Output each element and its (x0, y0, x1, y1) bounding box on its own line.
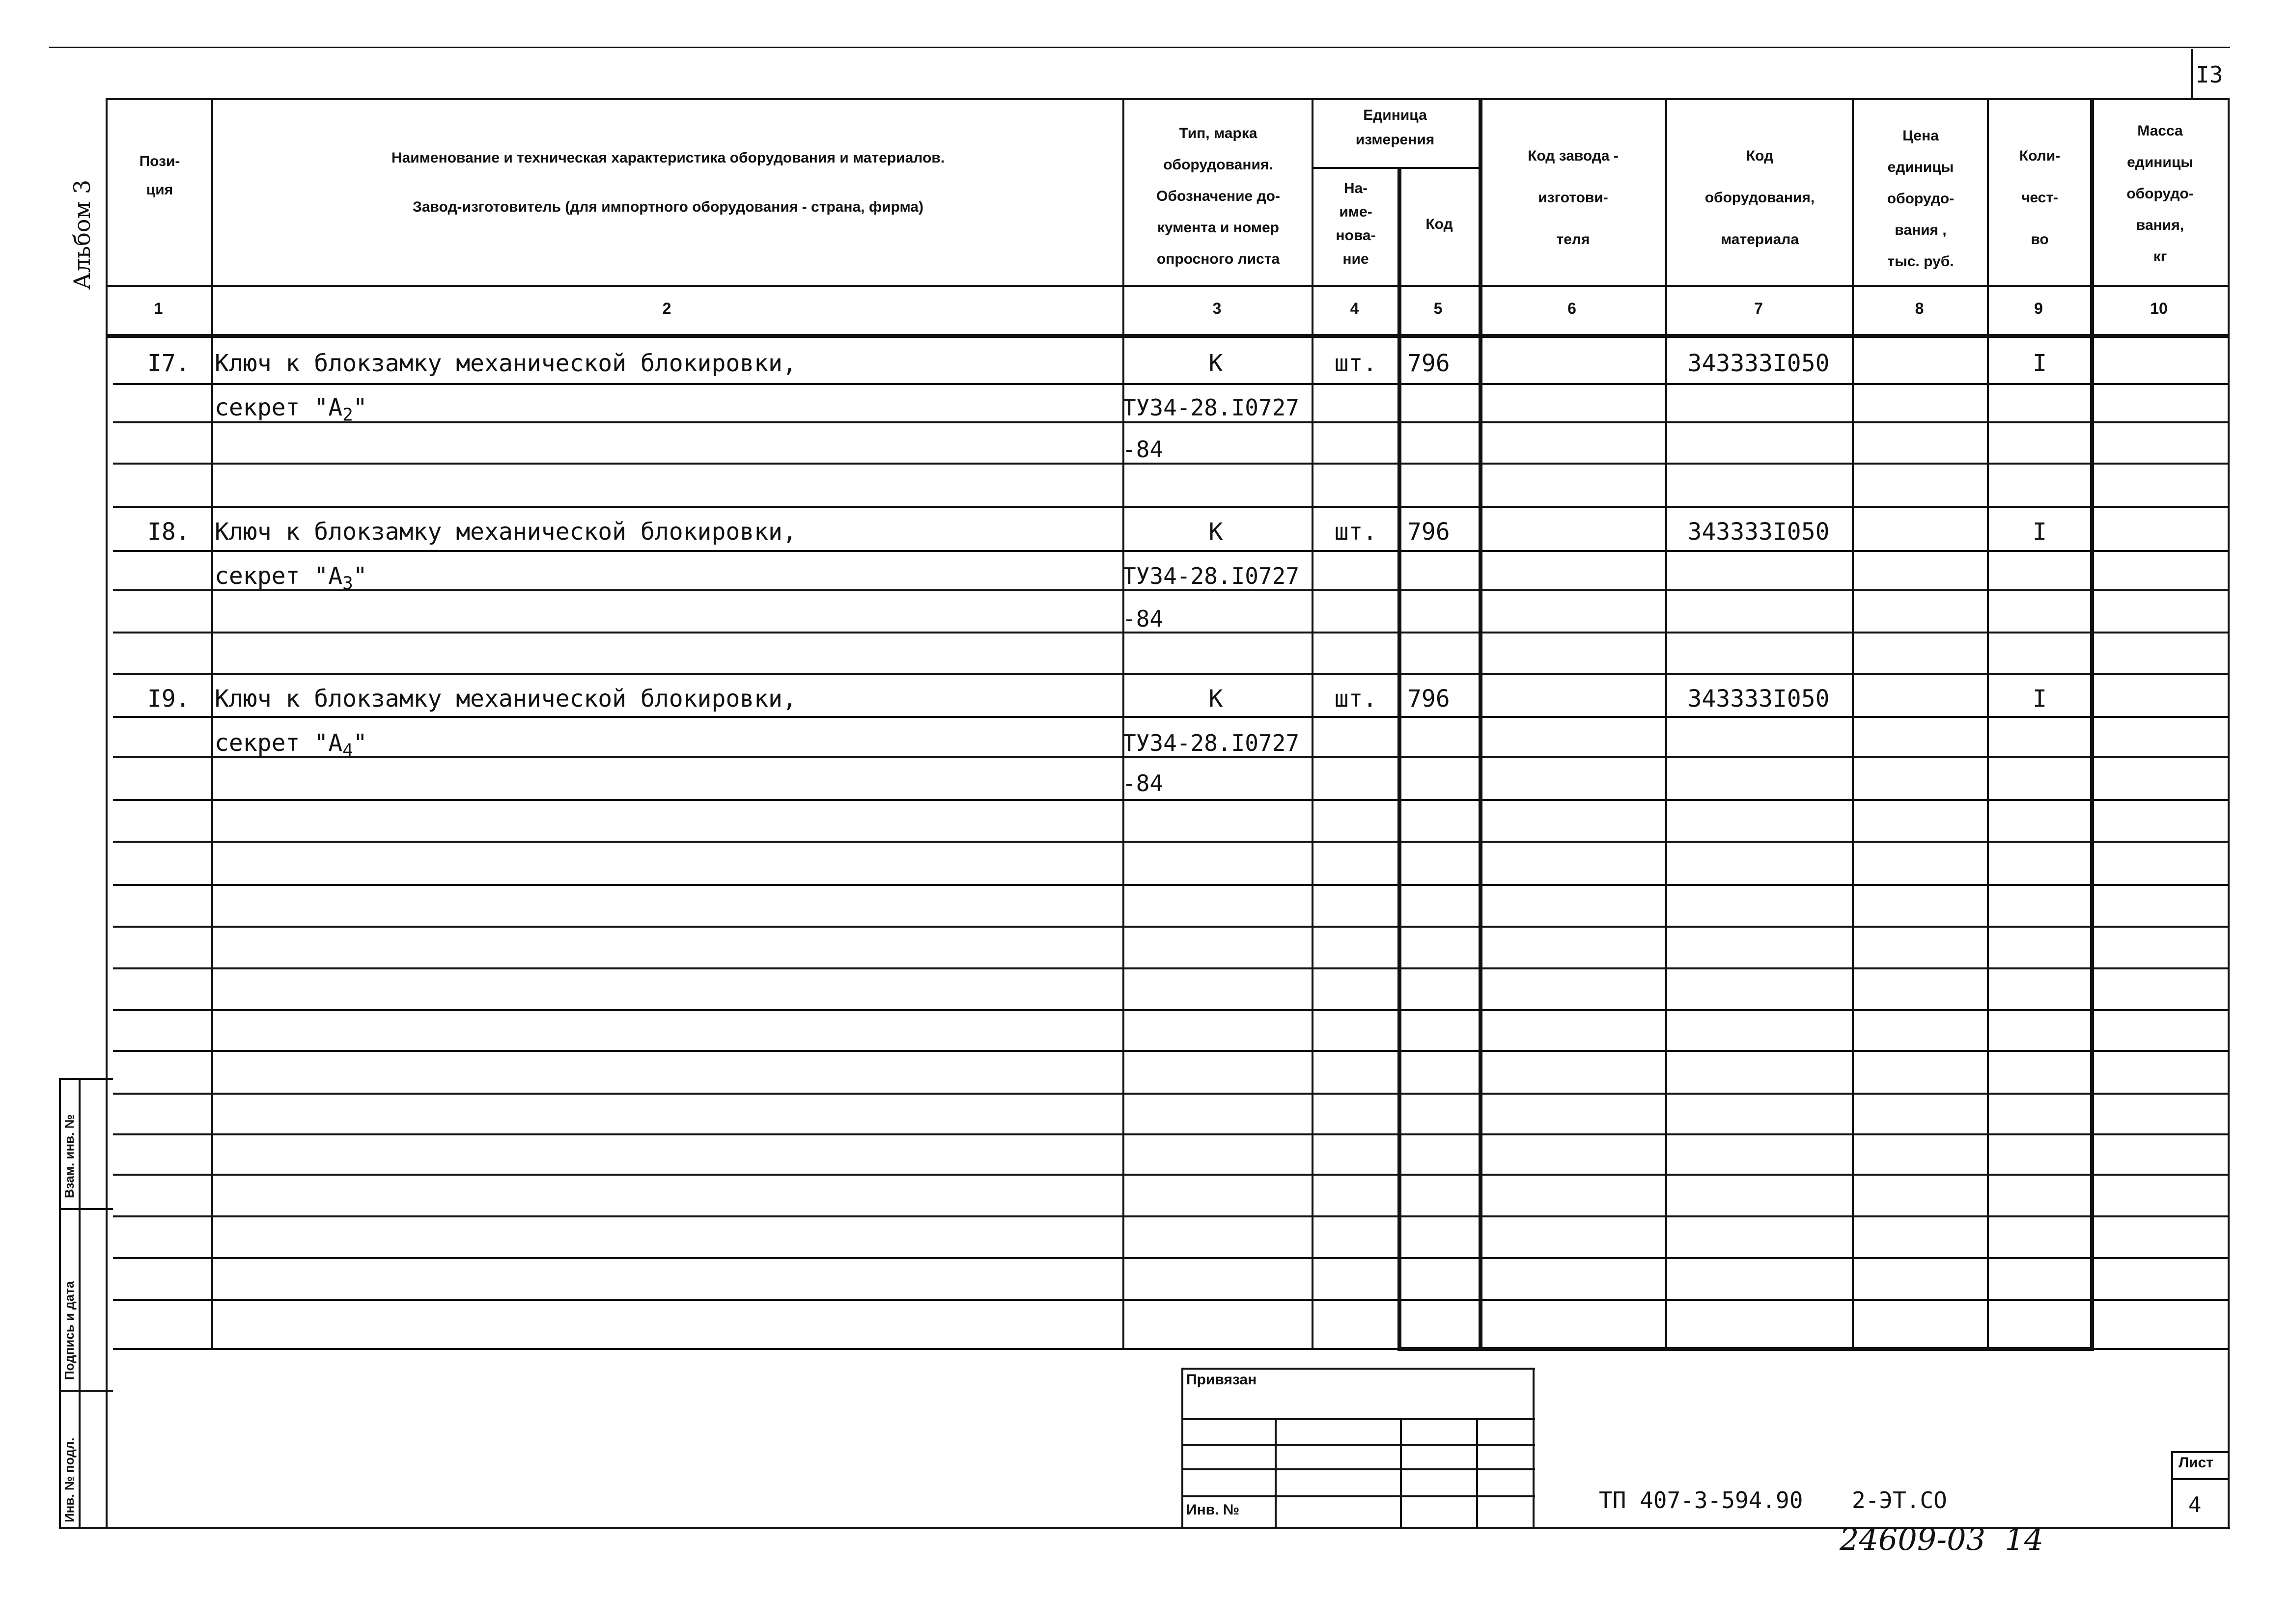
header-factory-code-l2: изготови- (1538, 190, 1608, 206)
row-rule-line (113, 1257, 2228, 1259)
col-number-9: 9 (2034, 300, 2043, 317)
side-strip-line-3 (59, 1390, 113, 1392)
col-number-4: 4 (1350, 300, 1359, 317)
row-secret-prefix: секрет "А (215, 394, 343, 421)
row-unit-code: 796 (1407, 518, 1450, 546)
header-name-line1: Наименование и техническая характеристика оборудования и материалов. (391, 150, 945, 166)
row-doc-line2: -84 (1122, 436, 1164, 463)
side-label-vzam: Взам. инв. № (62, 1114, 77, 1198)
row-secret-prefix: секрет "А (215, 562, 343, 590)
list-box-mid (2171, 1478, 2228, 1480)
row-unit: шт. (1334, 685, 1377, 713)
row-doc-line1: ТУ34-28.I0727 (1122, 394, 1300, 421)
header-mass-l3: оборудо- (2126, 186, 2194, 202)
header-name-line2: Завод-изготовитель (для импортного оборудования - страна, фирма) (413, 199, 923, 215)
sheet-number-top: I3 (2196, 61, 2223, 88)
row-rule-line (113, 1093, 2228, 1095)
row-position: I9. (147, 685, 190, 713)
side-strip-line-2 (59, 1208, 113, 1210)
header-quantity-l2: чест- (2021, 190, 2059, 206)
row-unit-code: 796 (1407, 350, 1450, 377)
top-thin-line (49, 47, 2230, 48)
numbers-row-bottom (106, 334, 2228, 338)
handwritten-number: 24609-03 14 (1840, 1521, 2044, 1557)
col-number-7: 7 (1754, 300, 1763, 317)
list-label: Лист (2179, 1455, 2213, 1471)
header-unit-l1: Единица (1363, 107, 1427, 123)
row-unit-code: 796 (1407, 685, 1450, 713)
row-secret-suffix: " (353, 562, 367, 590)
table-bottom-line (113, 1348, 2228, 1350)
row-secret-suffix: " (353, 729, 367, 757)
privyazan-row-2 (1181, 1444, 1535, 1446)
row-type: К (1208, 350, 1223, 377)
header-unit-l2: измерения (1355, 132, 1435, 148)
row-equipment-code: 343333I050 (1687, 350, 1830, 377)
row-rule-line (113, 1215, 2228, 1217)
privyazan-left (1181, 1368, 1183, 1527)
col-number-8: 8 (1915, 300, 1924, 317)
col-number-2: 2 (662, 300, 671, 317)
privyazan-top (1181, 1368, 1535, 1370)
row-equipment-code: 343333I050 (1687, 685, 1830, 713)
row-rule-line (113, 716, 2228, 718)
col-number-1: 1 (154, 300, 163, 317)
header-unit-code: Код (1425, 216, 1453, 232)
header-position-l2: ция (146, 182, 173, 198)
header-equipment-code-l1: Код (1746, 148, 1774, 164)
sheet-box-left (2191, 49, 2193, 98)
header-equipment-code (1668, 135, 1852, 260)
row-rule-line (113, 884, 2228, 886)
row-rule-line (113, 1299, 2228, 1301)
header-quantity (1989, 135, 2090, 260)
header-price (1854, 120, 1987, 277)
row-rule-line (113, 673, 2228, 675)
document-code: ТП 407-3-594.90 (1599, 1487, 1803, 1514)
row-doc-line1: ТУ34-28.I0727 (1122, 563, 1300, 589)
header-mass (2095, 115, 2225, 273)
unit-split-line (1312, 167, 1479, 169)
header-type-l5: опросного листа (1156, 251, 1280, 267)
header-type-l3: Обозначение до- (1156, 188, 1280, 204)
side-strip-left (59, 1078, 61, 1527)
row-quantity: I (2033, 350, 2047, 377)
row-rule-line (113, 799, 2228, 801)
side-strip-right (79, 1078, 81, 1527)
header-mass-l5: кг (2153, 248, 2167, 265)
col-number-6: 6 (1567, 300, 1576, 317)
privyazan-row-4 (1181, 1495, 1535, 1497)
col-number-5: 5 (1433, 300, 1443, 317)
header-mass-l4: вания, (2136, 217, 2184, 233)
side-strip-line-1 (59, 1078, 113, 1080)
row-rule-line (113, 926, 2228, 928)
header-price-l3: оборудо- (1887, 191, 1955, 207)
row-rule-line (113, 1133, 2228, 1135)
row-rule-line (113, 550, 2228, 552)
row-position: I7. (147, 350, 190, 377)
row-type: К (1208, 518, 1223, 546)
row-quantity: I (2033, 518, 2047, 546)
row-position: I8. (147, 518, 190, 546)
header-position (111, 147, 209, 204)
header-unit-name-l1: На- (1343, 180, 1368, 196)
header-factory-code-l1: Код завода - (1528, 148, 1619, 164)
header-mass-l1: Масса (2137, 123, 2183, 139)
row-rule-line (113, 967, 2228, 969)
header-price-l2: единицы (1887, 159, 1954, 175)
privyazan-col-2 (1400, 1418, 1402, 1527)
header-quantity-l3: во (2031, 231, 2049, 248)
header-mass-l2: единицы (2127, 154, 2193, 170)
privyazan-row-1 (1181, 1418, 1535, 1420)
row-doc-line2: -84 (1122, 606, 1164, 632)
header-equipment-code-l3: материала (1720, 231, 1799, 248)
row-unit: шт. (1334, 518, 1377, 546)
list-number: 4 (2188, 1492, 2202, 1517)
header-price-l4: вания , (1895, 222, 1947, 238)
privyazan-right (1533, 1368, 1535, 1527)
row-rule-line (113, 1174, 2228, 1176)
row-name: Ключ к блокзамку механической блокировки, (215, 685, 797, 713)
header-factory-code-l3: теля (1556, 231, 1590, 248)
row-unit: шт. (1334, 350, 1377, 377)
header-unit-name-l3: нова- (1336, 227, 1376, 244)
header-bottom-line (106, 285, 2228, 287)
header-unit-name (1314, 177, 1397, 271)
header-price-l1: Цена (1902, 128, 1939, 144)
row-rule-line (113, 1050, 2228, 1052)
row-rule-line (113, 1009, 2228, 1011)
header-factory-code (1481, 135, 1665, 260)
col-number-3: 3 (1212, 300, 1222, 317)
side-label-inv: Инв. № подл. (62, 1437, 77, 1522)
header-unit-name-l4: ние (1342, 251, 1369, 267)
frame-right-border (2228, 98, 2230, 1527)
privyazan-row-3 (1181, 1468, 1535, 1470)
header-price-l5: тыс. руб. (1887, 253, 1954, 270)
header-type-l2: оборудования. (1163, 157, 1273, 173)
header-type (1125, 118, 1312, 275)
col-number-10: 10 (2150, 300, 2168, 317)
row-rule-line (113, 841, 2228, 843)
document-suffix: 2-ЭТ.СО (1852, 1487, 1947, 1514)
row-quantity: I (2033, 685, 2047, 713)
inv-no-label: Инв. № (1186, 1502, 1240, 1518)
row-rule-line (113, 632, 2228, 633)
header-unit-name-l2: име- (1339, 204, 1372, 220)
header-equipment-code-l2: оборудования, (1704, 190, 1815, 206)
row-secret-sub: 2 (342, 405, 353, 425)
row-rule-line (113, 383, 2228, 385)
row-rule-line (113, 506, 2228, 508)
table-top-border (106, 98, 2228, 100)
header-quantity-l1: Коли- (2019, 148, 2061, 164)
row-doc-line2: -84 (1122, 770, 1164, 797)
row-secret-suffix: " (353, 394, 367, 421)
header-type-l4: кумента и номер (1157, 220, 1280, 236)
album-label: Альбом 3 (69, 179, 95, 290)
row-secret (215, 561, 367, 599)
row-equipment-code: 343333I050 (1687, 518, 1830, 546)
row-name: Ключ к блокзамку механической блокировки, (215, 518, 797, 546)
header-type-l1: Тип, марка (1179, 125, 1257, 141)
list-box-left (2171, 1451, 2173, 1527)
side-label-podpis: Подпись и дата (62, 1281, 77, 1380)
row-name: Ключ к блокзамку механической блокировки, (215, 350, 797, 377)
list-box-top (2171, 1451, 2228, 1453)
row-doc-line1: ТУ34-28.I0727 (1122, 730, 1300, 756)
privyazan-col-3 (1476, 1418, 1478, 1527)
row-type: К (1208, 685, 1223, 713)
privyazan-col-1 (1275, 1418, 1277, 1527)
row-secret-sub: 3 (342, 573, 353, 594)
header-position-l1: Пози- (139, 153, 180, 169)
row-secret-prefix: секрет "А (215, 729, 343, 757)
row-secret-sub: 4 (342, 740, 353, 761)
row-rule-line (113, 463, 2228, 465)
row-secret (215, 393, 367, 430)
header-unit (1314, 103, 1476, 152)
row-secret (215, 728, 367, 766)
privyazan-label: Привязан (1186, 1372, 1257, 1388)
